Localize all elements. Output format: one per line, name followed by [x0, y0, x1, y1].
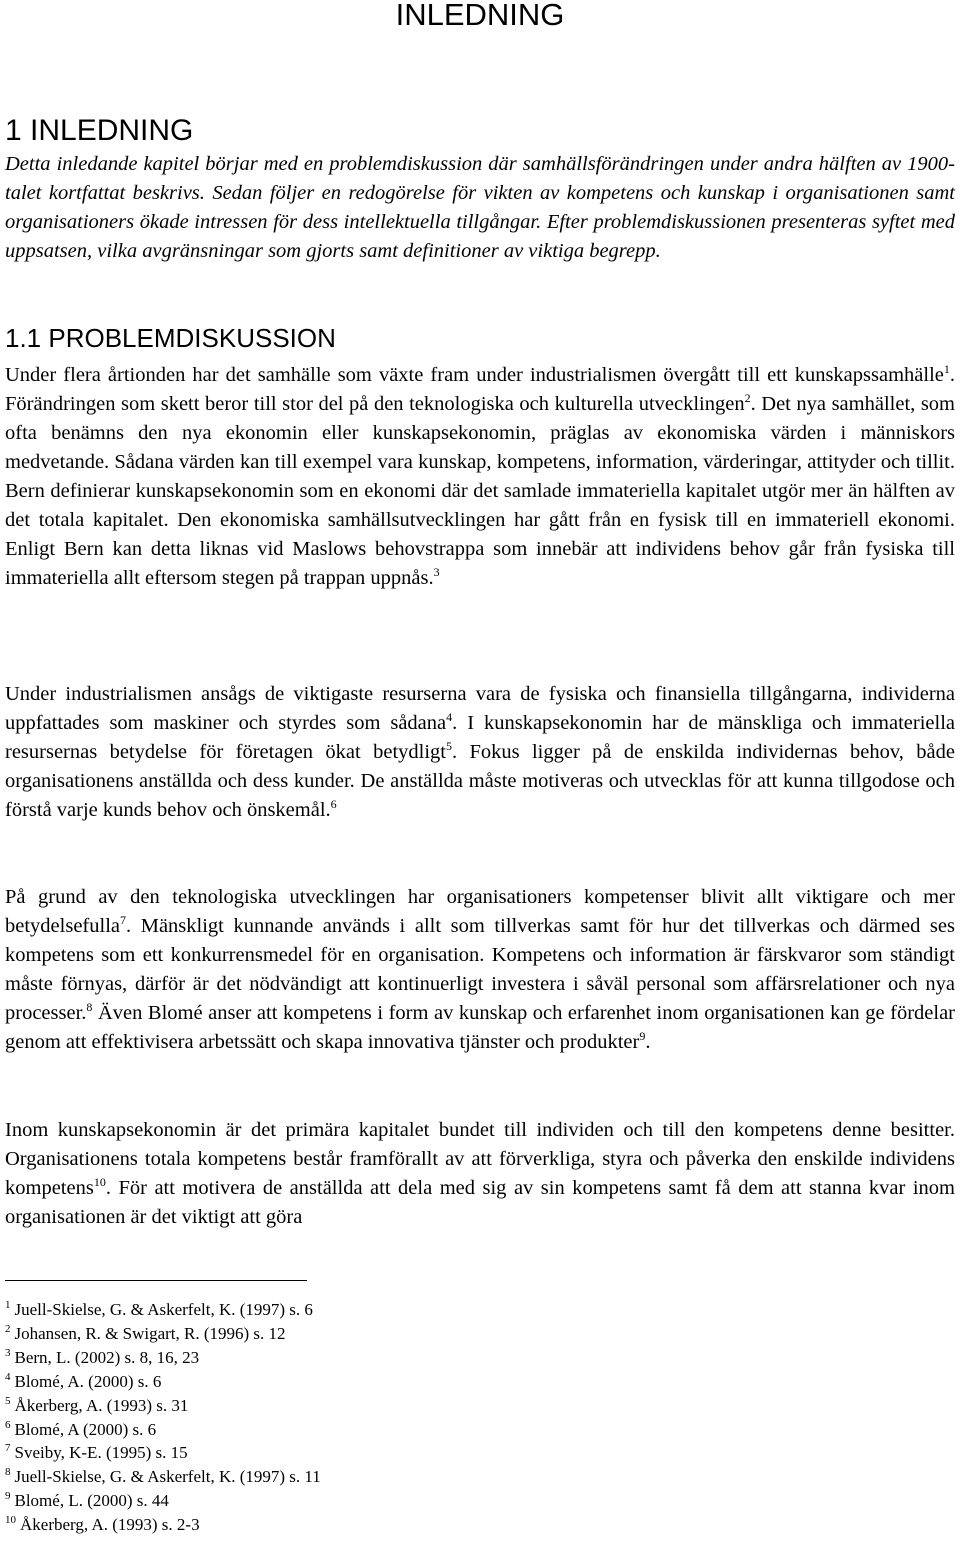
footnote [5, 1465, 321, 1489]
running-header: INLEDNING [395, 0, 565, 32]
footnote-number: 1 [5, 1299, 11, 1311]
paragraph-3 [5, 883, 955, 1057]
footnote-text: Blomé, A. (2000) s. 6 [14, 1371, 162, 1391]
footnote-ref: 3 [433, 565, 440, 579]
paragraph-text: . Det nya samhället, som ofta benämns den nya ekonomin eller kunskapsekonomin, präglas av ekonomiska värden i människors medvetande. Sådana värden kan till exempel vara kunskap, kompetens, information, värderingar, attityder och tillit. Bern definierar kunskapsekonomin som en ekonomi där det samlade immateriella kapitalet utgör mer än hälften av det totala kapitalet. Den ekonomiska samhällsutvecklingen har gått från en fysisk till en immateriell ekonomi. Enligt Bern kan detta liknas vid Maslows behovstrappa som innebär att individens behov går från fysiska till immateriella allt eftersom stegen på trappan uppnås. [5, 393, 955, 589]
footnote-ref: 8 [86, 1000, 93, 1014]
paragraph-text: . Fokus ligger på de enskilda individernas behov, både organisationens anställda och dess kunder. De anställda måste motiveras och utvecklas för att kunna tillgodose och förstå varje kunds behov och önskemål. [5, 741, 955, 821]
paragraph-text: Inom kunskapsekonomin är det primära kapitalet bundet till individen och till den kompetens denne besitter. Organisationens totala kompetens består framförallt av att förverkliga, styra och påverka den enskilde individens kompetens [5, 1119, 955, 1199]
footnote-number: 8 [5, 1466, 11, 1479]
section-heading: 1.1 PROBLEMDISKUSSION [5, 323, 336, 353]
footnote-number: 2 [5, 1322, 11, 1335]
footnote [5, 1418, 321, 1442]
footnote-ref: 2 [744, 391, 751, 405]
footnote [5, 1346, 321, 1370]
footnote-number: 10 [5, 1514, 16, 1527]
footnote-number: 3 [5, 1346, 11, 1359]
footnote-text: Juell-Skielse, G. & Askerfelt, K. (1997) s. 11 [14, 1467, 321, 1487]
footnote-ref: 1 [943, 362, 950, 376]
footnote-ref: 6 [330, 797, 337, 811]
paragraph-text: . I kunskapsekonomin har de mänskliga och immateriella resursernas betydelse för företagen ökat betydligt [5, 712, 955, 763]
footnote [5, 1370, 321, 1394]
footnote-text: Åkerberg, A. (1993) s. 31 [14, 1395, 189, 1415]
footnote-number: 6 [5, 1418, 11, 1431]
paragraph-text: . Mänskligt kunnande används i allt som tillverkas samt för hur det tillverkas och därmed ses kompetens som ett konkurrensmedel för en organisation. Kompetens och information är färskvaror som ständigt måste förnyas, därför är det nödvändigt att kontinuerligt investera i såväl personal som affärsrelationer och nya processer. [5, 915, 955, 1024]
footnote [5, 1322, 321, 1346]
chapter-heading: 1 INLEDNING [5, 114, 194, 147]
footnote-ref: 5 [445, 739, 452, 753]
paragraph-text: På grund av den teknologiska utvecklingen har organisationers kompetenser blivit allt viktigare och mer betydelsefulla [5, 886, 955, 937]
footnote-ref: 9 [639, 1029, 646, 1043]
paragraph-1 [5, 361, 955, 593]
footnote-text: Blomé, A (2000) s. 6 [14, 1419, 157, 1439]
footnote-number: 7 [5, 1442, 11, 1455]
footnote-ref: 10 [93, 1175, 106, 1189]
footnote-text: Blomé, L. (2000) s. 44 [14, 1491, 169, 1511]
chapter-intro: Detta inledande kapitel börjar med en problemdiskussion där samhällsförändringen under andra hälften av 1900-talet kortfattat beskrivs. Sedan följer en redogörelse för vikten av kompetens och kunskap i organisationen samt organisationers ökade intressen för dess intellektuella tillgångar. Efter problemdiskussionen presenteras syftet med uppsatsen, vilka avgränsningar som gjorts samt definitioner av viktiga begrepp. [5, 153, 955, 262]
footnote [5, 1489, 321, 1513]
footnote [5, 1441, 321, 1465]
footnote-ref: 4 [446, 710, 453, 724]
footnote-separator [5, 1280, 307, 1281]
footnote-number: 9 [5, 1490, 11, 1503]
footnote-number: 4 [5, 1370, 11, 1383]
footnote-number: 5 [5, 1394, 11, 1407]
footnote [5, 1513, 321, 1537]
footnote-ref: 7 [119, 913, 126, 927]
footnote-text: Johansen, R. & Swigart, R. (1996) s. 12 [14, 1323, 286, 1343]
footnote [5, 1394, 321, 1418]
paragraph-2 [5, 680, 955, 825]
paragraph-4 [5, 1116, 955, 1232]
footnote-text: Åkerberg, A. (1993) s. 2-3 [20, 1515, 200, 1535]
footnote-text: Bern, L. (2002) s. 8, 16, 23 [14, 1347, 200, 1367]
paragraph-text: . För att motivera de anställda att dela med sig av sin kompetens samt få dem att stanna kvar inom organisationen är det viktigt att göra [5, 1177, 955, 1228]
paragraph-text: Under industrialismen ansågs de viktigaste resurserna vara de fysiska och finansiella tillgångarna, individerna uppfattades som maskiner och styrdes som sådana [5, 683, 955, 734]
footnote [5, 1298, 321, 1322]
footnote-list [5, 1298, 321, 1537]
paragraph-text: . Förändringen som skett beror till stor del på den teknologiska och kulturella utvecklingen [5, 364, 955, 415]
paragraph-text: . [645, 1031, 651, 1053]
paragraph-text: Under flera årtionden har det samhälle som växte fram under industrialismen övergått till ett kunskapssamhälle [5, 364, 944, 386]
paragraph-text: Även Blomé anser att kompetens i form av kunskap och erfarenhet inom organisationen kan ge fördelar genom att effektivisera arbetssätt och skapa innovativa tjänster och produkter [5, 1002, 955, 1053]
footnote-text: Juell-Skielse, G. & Askerfelt, K. (1997) s. 6 [14, 1300, 313, 1319]
footnote-text: Sveiby, K-E. (1995) s. 15 [14, 1443, 188, 1463]
